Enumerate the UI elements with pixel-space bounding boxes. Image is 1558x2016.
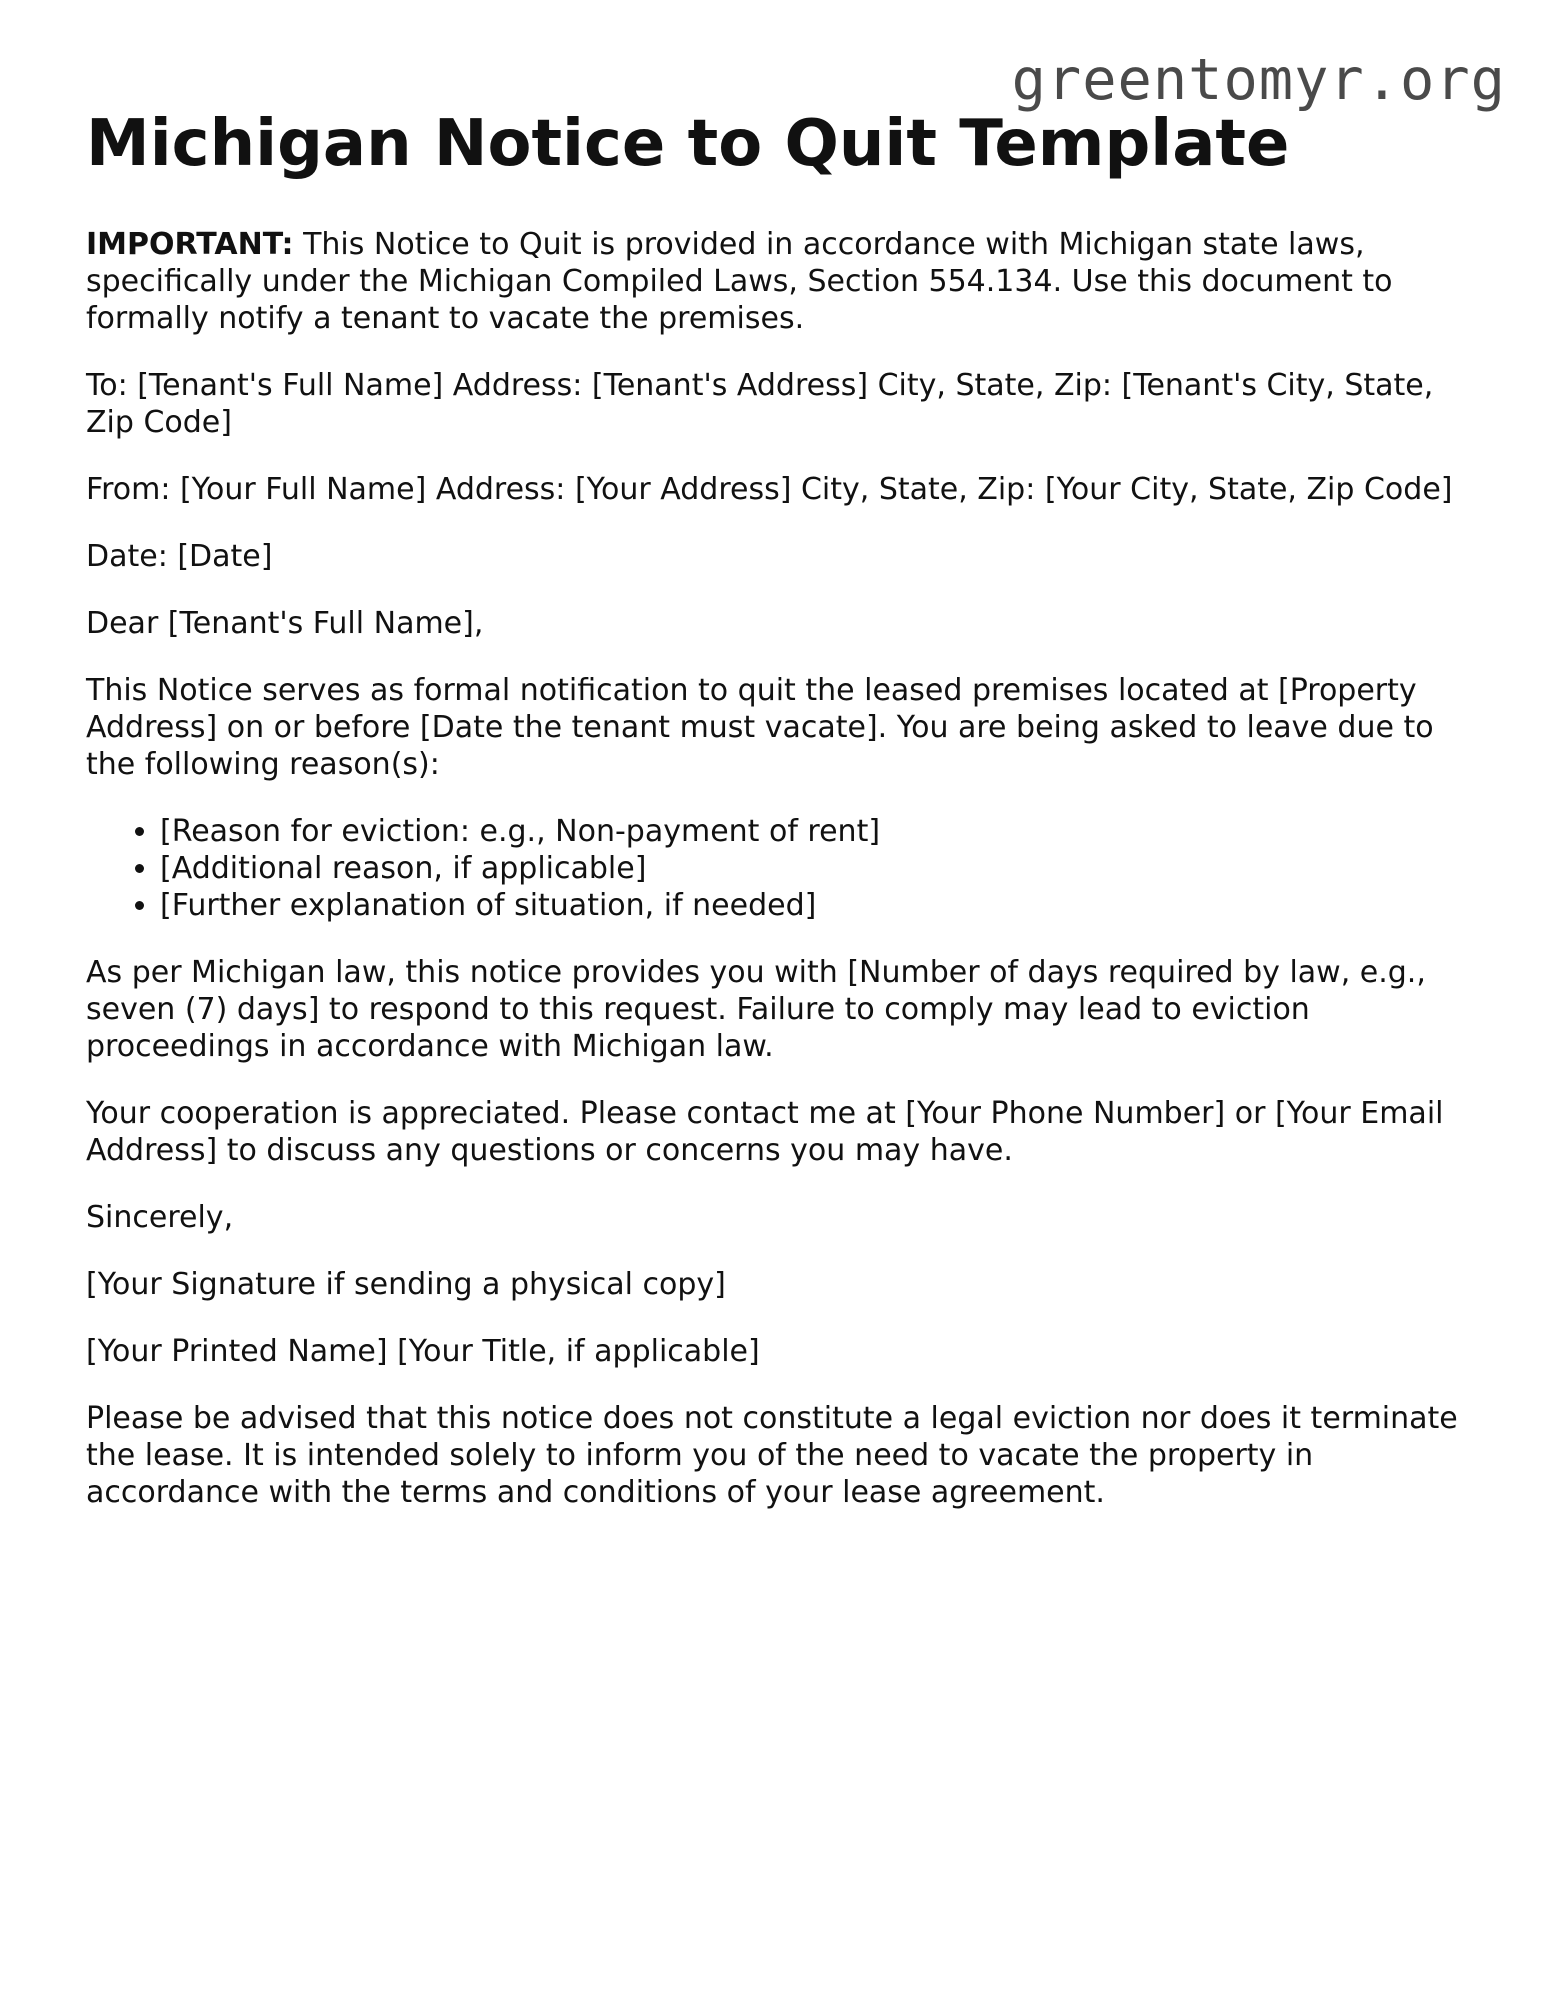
page-title: Michigan Notice to Quit Template <box>86 107 1290 181</box>
signature-line: [Your Signature if sending a physical copy] <box>86 1266 726 1302</box>
important-label: IMPORTANT: <box>86 226 294 262</box>
document-body <box>86 108 1486 1541</box>
disclaimer-paragraph: Please be advised that this notice does not constitute a legal eviction nor does it terminate the lease. It is intended solely to inform you of the need to vacate the property in accordance with the terms and conditions of your lease agreement. <box>86 1400 1458 1510</box>
reasons-list <box>86 813 1486 924</box>
from-address-line: From: [Your Full Name] Address: [Your Address] City, State, Zip: [Your City, State, Zip Code] <box>86 471 1453 507</box>
important-notice <box>86 226 1486 337</box>
list-item: • [Additional reason, if applicable] <box>160 850 1486 887</box>
law-paragraph: As per Michigan law, this notice provides you with [Number of days required by law, e.g., seven (7) days] to respond to this request. Failure to comply may lead to eviction proceedings in accordance with Michigan law. <box>86 954 1426 1064</box>
date-line: Date: [Date] <box>86 538 273 574</box>
site-watermark: greentomyr.org <box>1011 47 1506 113</box>
list-item: • [Reason for eviction: e.g., Non-payment of rent] <box>160 813 1486 850</box>
closing: Sincerely, <box>86 1199 234 1235</box>
to-address-line: To: [Tenant's Full Name] Address: [Tenant's Address] City, State, Zip: [Tenant's City, State, Zip Code] <box>86 367 1434 440</box>
important-text: This Notice to Quit is provided in accordance with Michigan state laws, specifically under the Michigan Compiled Laws, Section 554.134. Use this document to formally notify a tenant to vacate the premises. <box>86 226 1393 336</box>
notice-paragraph: This Notice serves as formal notification to quit the leased premises located at [Property Address] on or before [Date the tenant must vacate]. You are being asked to leave due to the following reason(s): <box>86 672 1434 782</box>
list-item: • [Further explanation of situation, if needed] <box>160 887 1486 924</box>
printed-name-line: [Your Printed Name] [Your Title, if applicable] <box>86 1333 760 1369</box>
contact-paragraph: Your cooperation is appreciated. Please contact me at [Your Phone Number] or [Your Email Address] to discuss any questions or concerns you may have. <box>86 1095 1444 1168</box>
salutation: Dear [Tenant's Full Name], <box>86 605 484 641</box>
